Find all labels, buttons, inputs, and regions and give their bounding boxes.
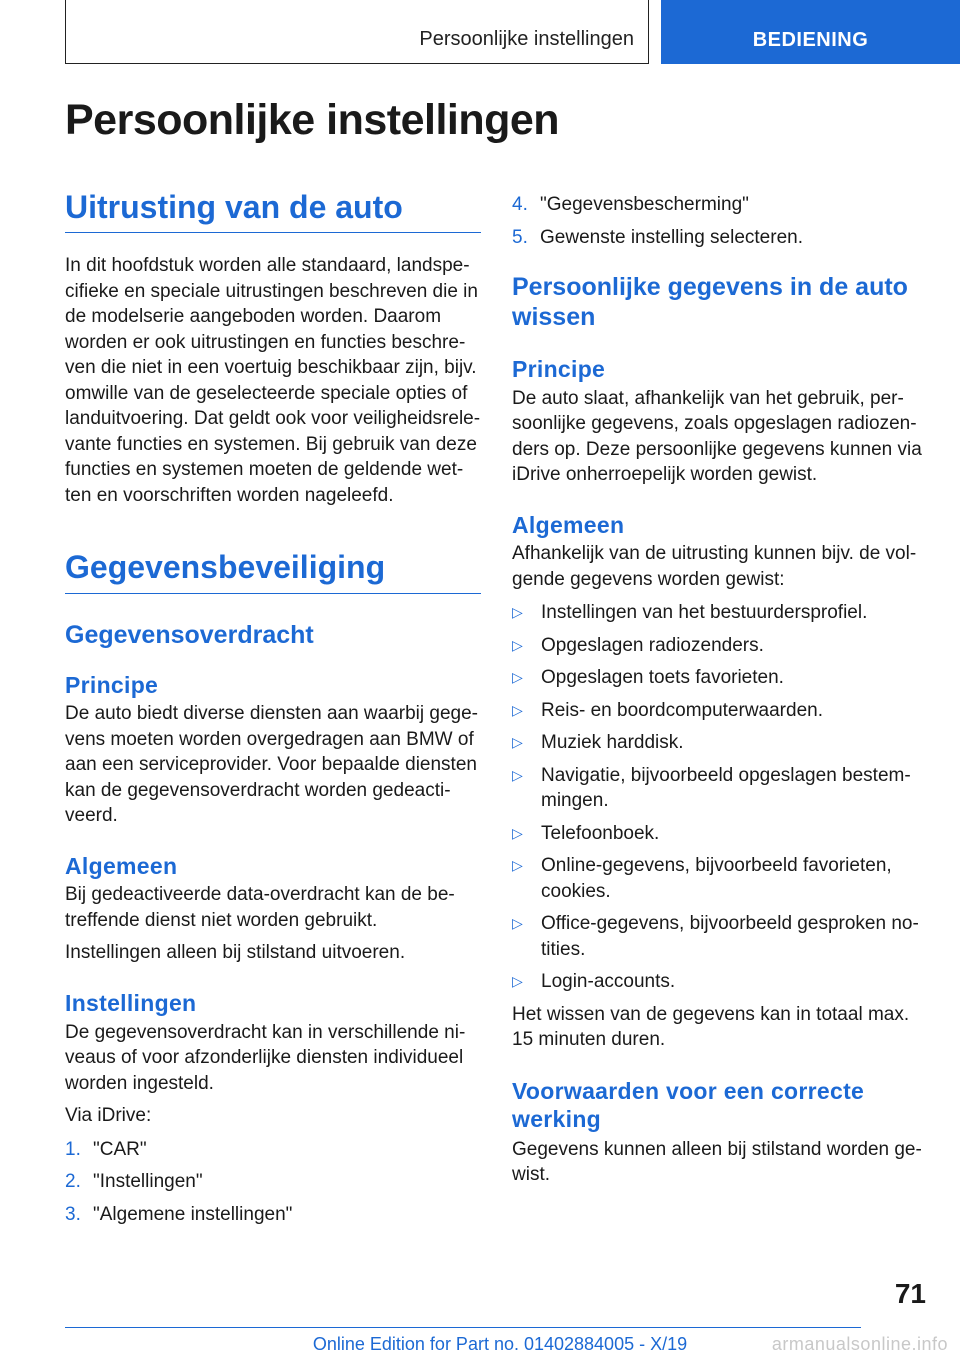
- heading-rule: [65, 232, 481, 233]
- heading-principle: Principe: [512, 356, 606, 382]
- list-item: ▷ Reis- en boordcomputerwaarden.: [512, 698, 926, 724]
- edition-text: Online Edition for Part no. 01402884005 - X/19: [312, 1334, 688, 1354]
- paragraph-general-2: Instellingen alleen bij stilstand uitvoeren.: [65, 942, 406, 964]
- list-item: ▷ Instellingen van het bestuurdersprofiel.: [512, 600, 926, 626]
- triangle-bullet-icon: ▷: [512, 766, 523, 783]
- triangle-bullet-icon: ▷: [512, 734, 523, 751]
- triangle-bullet-icon: ▷: [512, 915, 523, 932]
- heading-settings: Instellingen: [65, 989, 197, 1016]
- list-item: ▷ Online-gegevens, bijvoorbeeld favorieten, cookies.: [512, 853, 926, 904]
- heading-delete-personal-data: Persoonlijke gegevens in de auto wissen: [512, 273, 908, 331]
- chapter-tab[interactable]: [661, 0, 960, 64]
- paragraph-duration: Het wissen van de gegevens kan in totaal max. 15 minuten duren.: [512, 1003, 910, 1051]
- triangle-bullet-icon: ▷: [512, 973, 523, 990]
- heading-data-transfer: Gegevensoverdracht: [65, 620, 314, 649]
- steps-list-right: [512, 192, 926, 250]
- triangle-bullet-icon: ▷: [512, 636, 523, 653]
- triangle-bullet-icon: ▷: [512, 669, 523, 686]
- header-section-box: [65, 0, 649, 64]
- paragraph-settings: De gegevensoverdracht kan in verschillende niveaus of voor afzonderlijke diensten individueel worden ingesteld.: [65, 1021, 466, 1094]
- steps-list-left: [65, 1137, 481, 1228]
- list-item: ▷ Telefoonboek.: [512, 821, 926, 847]
- header-section-title: Persoonlijke instellingen: [419, 28, 634, 50]
- right-column: [512, 188, 926, 1188]
- deletable-data-list: [512, 600, 926, 995]
- footer-rule: [65, 1327, 861, 1328]
- paragraph-general-1: Bij gedeactiveerde data-overdracht kan de betreffende dienst niet worden gebruikt.: [65, 884, 455, 931]
- triangle-bullet-icon: ▷: [512, 604, 523, 621]
- heading-general: Algemeen: [512, 511, 625, 538]
- list-item: ▷ Login-accounts.: [512, 969, 926, 995]
- paragraph-equipment: In dit hoofdstuk worden alle standaard, landspecifieke en speciale uitrustingen beschreven die in de modelserie aangeboden worden. Daarom worden er ook uitrustingen en functies beschreven die niet in een voertuig beschikbaar zijn, bijv. omwille van de geselecteerde speciale opties of landuitvoering. Dat geldt ook voor veiligheidsrelevante functies en systemen. Bij gebruik van deze functies en systemen moeten de geldende wetten en voorschriften worden nageleefd.: [65, 255, 481, 506]
- list-item: 1. "CAR": [65, 1138, 147, 1160]
- heading-conditions: Voorwaarden voor een correcte werking: [512, 1077, 865, 1132]
- paragraph-conditions: Gegevens kunnen alleen bij stilstand worden gewist.: [512, 1138, 922, 1186]
- list-item: ▷ Navigatie, bijvoorbeeld opgeslagen bestemmingen.: [512, 763, 926, 814]
- list-item: ▷ Office-gegevens, bijvoorbeeld gesproken notities.: [512, 911, 926, 962]
- list-item: ▷ Opgeslagen radiozenders.: [512, 633, 926, 659]
- watermark: armanualsonline.info: [771, 1334, 948, 1354]
- heading-rule: [65, 593, 481, 594]
- page-number: 71: [894, 1278, 926, 1309]
- chapter-tab-label: BEDIENING: [752, 29, 869, 51]
- triangle-bullet-icon: ▷: [512, 824, 523, 841]
- list-item: 4. "Gegevensbescherming": [512, 194, 749, 215]
- list-item: ▷ Opgeslagen toets favorieten.: [512, 665, 926, 691]
- list-item: 3. "Algemene instellingen": [65, 1203, 293, 1225]
- triangle-bullet-icon: ▷: [512, 701, 523, 718]
- page-title: Persoonlijke instellingen: [65, 96, 560, 144]
- left-column: [65, 188, 481, 1234]
- list-item: 5. Gewenste instelling selecteren.: [512, 226, 803, 248]
- heading-data-security: Gegevensbeveiliging: [65, 549, 386, 586]
- triangle-bullet-icon: ▷: [512, 857, 523, 874]
- list-item: ▷ Muziek harddisk.: [512, 730, 926, 756]
- paragraph-principle: De auto biedt diverse diensten aan waarbij gegevens moeten worden overgedragen aan BMW of aan een serviceprovider. Voor bepaalde diensten kan de gegevensoverdracht worden gedeactiveerd.: [65, 703, 478, 827]
- paragraph-via-idrive: Via iDrive:: [65, 1105, 152, 1127]
- heading-principle: Principe: [65, 671, 159, 698]
- paragraph-general: Afhankelijk van de uitrusting kunnen bijv. de volgende gegevens worden gewist:: [512, 543, 917, 590]
- list-item: 2. "Instellingen": [65, 1171, 203, 1193]
- heading-general: Algemeen: [65, 852, 178, 879]
- paragraph-principle: De auto slaat, afhankelijk van het gebruik, persoonlijke gegevens, zoals opgeslagen radiozenders op. Deze persoonlijke gegevens kunnen via iDrive onherroepelijk worden gewist.: [512, 387, 922, 486]
- heading-equipment: Uitrusting van de auto: [65, 189, 403, 225]
